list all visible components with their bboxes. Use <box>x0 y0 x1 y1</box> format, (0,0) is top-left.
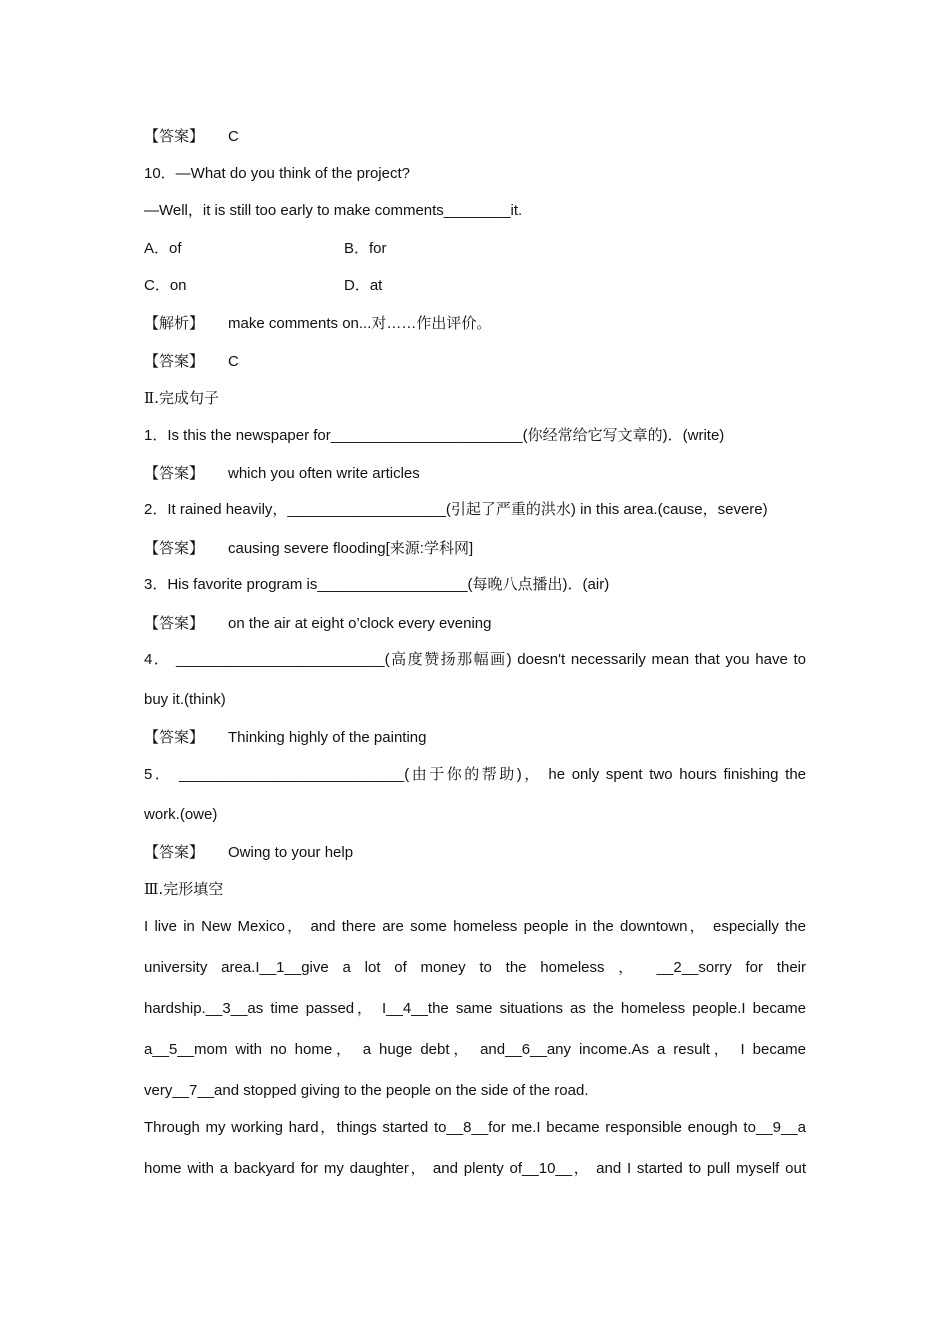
s3-line-3: hardship.__3__as time passed， I__4__the same situations as the homeless people.I became <box>144 1000 806 1017</box>
option-a: A．of <box>144 240 182 257</box>
s2-q5-answer-line <box>144 842 353 862</box>
q10-answer-line <box>144 351 239 371</box>
q10-question: 10．—What do you think of the project? <box>144 165 410 182</box>
s2-q1: 1．Is this the newspaper for_______________________(你经常给它写文章的)．(write) <box>144 427 725 444</box>
answer-tag: 【答案】 <box>144 843 205 861</box>
answer-value: C <box>228 353 239 370</box>
answer-tag: 【答案】 <box>144 539 205 557</box>
analysis-text: make comments on...对……作出评价。 <box>228 315 492 332</box>
s2-q4-answer-line <box>144 727 426 747</box>
option-c: C．on <box>144 277 187 294</box>
s2-q5-line2: work.(owe) <box>144 806 218 823</box>
document-page <box>144 0 806 1344</box>
answer-value: Thinking highly of the painting <box>228 729 427 746</box>
s2-q3: 3．His favorite program is__________________(每晚八点播出)．(air) <box>144 576 610 593</box>
s2-q5-line1: 5． ___________________________(由于你的帮助)， he only spent two hours finishing the <box>144 766 806 783</box>
s2-q3-answer-line <box>144 613 492 633</box>
option-b: B．for <box>344 240 387 257</box>
analysis-tag: 【解析】 <box>144 314 205 332</box>
s3-line-5: very__7__and stopped giving to the people on the side of the road. <box>144 1082 589 1099</box>
s3-line-1: I live in New Mexico， and there are some homeless people in the downtown， especially the <box>144 918 806 935</box>
answer-value: C <box>228 128 239 145</box>
s2-q4-line1: 4． _________________________(高度赞扬那幅画) doesn't necessarily mean that you have to <box>144 651 806 668</box>
s3-line-4: a__5__mom with no home， a huge debt， and__6__any income.As a result， I became <box>144 1041 806 1058</box>
option-d: D．at <box>344 277 383 294</box>
section3-title: Ⅲ.完形填空 <box>144 880 224 898</box>
section2-title: Ⅱ.完成句子 <box>144 389 219 407</box>
answer-tag: 【答案】 <box>144 614 205 632</box>
answer-value: causing severe flooding[来源:学科网] <box>228 540 474 557</box>
answer-tag: 【答案】 <box>144 352 205 370</box>
s3-line-7: home with a backyard for my daughter， and plenty of__10__， and I started to pull myself out <box>144 1160 806 1177</box>
s2-q2-answer-line <box>144 538 473 558</box>
answer-value: Owing to your help <box>228 844 354 861</box>
q10-analysis-line <box>144 313 491 333</box>
answer-tag: 【答案】 <box>144 127 205 145</box>
s2-q2: 2．It rained heavily，___________________(引起了严重的洪水) in this area.(cause，severe) <box>144 501 768 518</box>
answer-value: which you often write articles <box>228 465 420 482</box>
q9-answer-line <box>144 126 239 146</box>
s2-q4-line2: buy it.(think) <box>144 691 226 708</box>
s3-line-6: Through my working hard，things started to__8__for me.I became responsible enough to__9__a <box>144 1119 806 1136</box>
s2-q1-answer-line <box>144 463 420 483</box>
q10-reply: —Well，it is still too early to make comments________it. <box>144 202 523 219</box>
answer-tag: 【答案】 <box>144 464 205 482</box>
answer-tag: 【答案】 <box>144 728 205 746</box>
answer-value: on the air at eight o’clock every evening <box>228 615 492 632</box>
s3-line-2: university area.I__1__give a lot of money to the homeless ， __2__sorry for their <box>144 959 806 976</box>
q10-options-row-2 <box>144 276 806 296</box>
q10-options-row-1 <box>144 239 806 259</box>
